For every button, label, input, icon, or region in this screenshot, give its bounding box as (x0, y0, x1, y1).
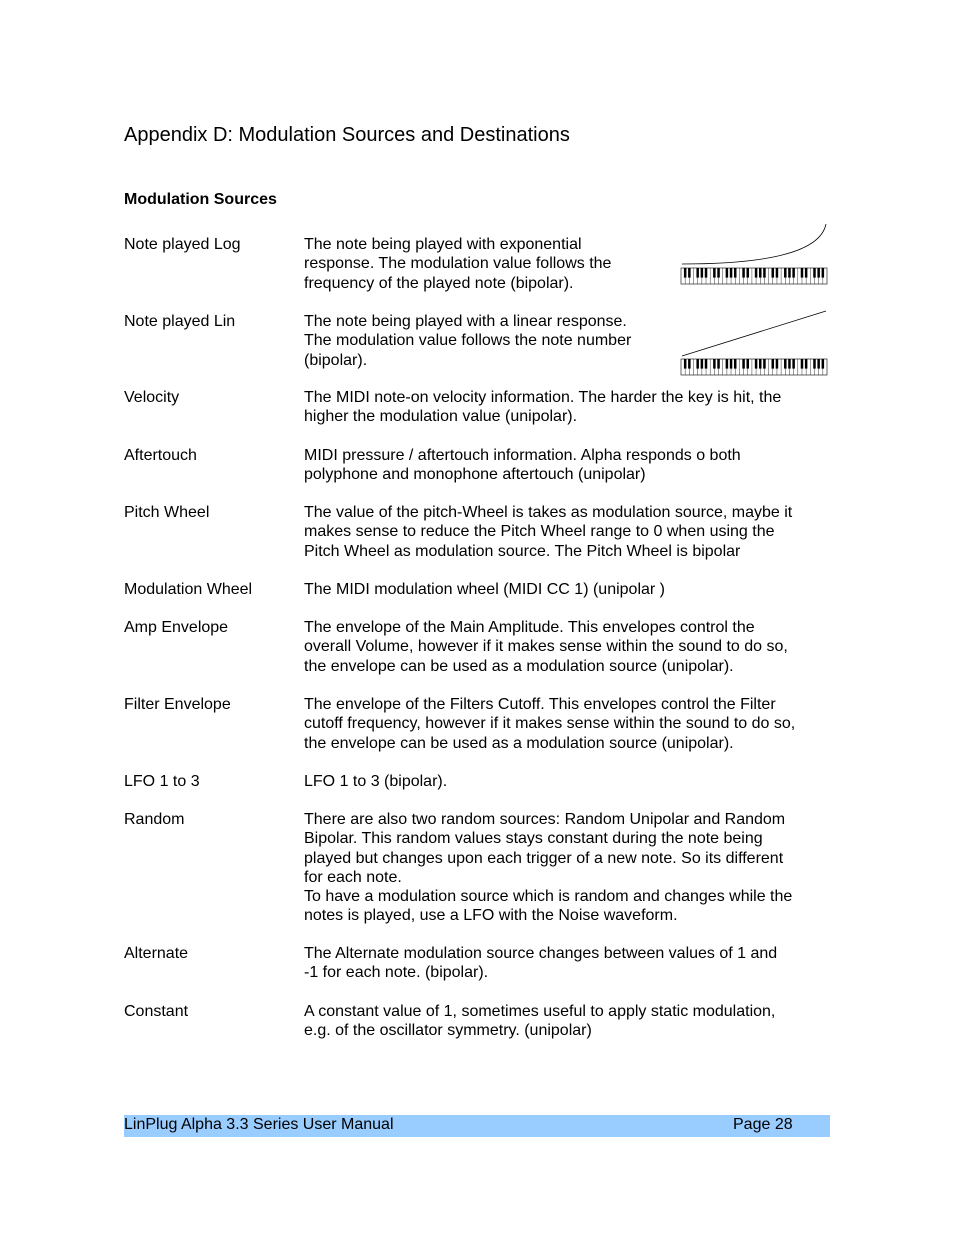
description-line: makes sense to reduce the Pitch Wheel range to 0 when using the (304, 523, 775, 541)
entry-label: Constant (124, 1003, 189, 1020)
black-key (684, 268, 687, 278)
black-key (801, 359, 804, 369)
description-line: The value of the pitch-Wheel is takes as modulation source, maybe it (304, 504, 793, 521)
description-line: To have a modulation source which is random and changes while the (304, 888, 793, 906)
black-key (705, 359, 708, 369)
description-line: polyphone and monophone aftertouch (unipolar) (304, 466, 646, 484)
black-key (730, 359, 733, 369)
black-key (742, 268, 745, 278)
entry-label: Modulation Wheel (124, 581, 253, 598)
black-key (734, 359, 737, 369)
description-line: The MIDI modulation wheel (MIDI CC 1) (unipolar ) (304, 581, 666, 598)
black-key (788, 359, 791, 369)
black-key (813, 359, 816, 369)
description-line: A constant value of 1, sometimes useful to apply static modulation, (304, 1003, 776, 1020)
black-key (755, 359, 758, 369)
black-key (784, 268, 787, 278)
description-line: played but changes upon each trigger of a new note. So its different (304, 849, 784, 867)
entry-description (304, 618, 834, 676)
description-line: the envelope can be used as a modulation source (unipolar). (304, 657, 734, 675)
black-key (701, 268, 704, 278)
linear-ramp (682, 311, 826, 356)
exponential-curve (682, 224, 826, 264)
entry-label: Note played Lin (124, 313, 236, 330)
black-key (726, 359, 729, 369)
entry-description (304, 695, 834, 753)
exponential-curve-keyboard-graphic (680, 222, 828, 286)
linear-ramp-keyboard-graphic (680, 309, 828, 377)
description-line: the envelope can be used as a modulation source (unipolar). (304, 734, 734, 752)
black-key (776, 268, 779, 278)
description-line: The Alternate modulation source changes between values of 1 and (304, 945, 778, 962)
description-line: There are also two random sources: Random Unipolar and Random (304, 811, 786, 828)
entry-description (304, 312, 664, 370)
description-line: LFO 1 to 3 (bipolar). (304, 773, 448, 790)
black-key (759, 268, 762, 278)
entry-description (304, 503, 834, 561)
keyboard-icon (681, 268, 827, 284)
description-line: -1 for each note. (bipolar). (304, 964, 489, 982)
footer-bar (124, 1115, 830, 1137)
black-key (734, 268, 737, 278)
description-line: The envelope of the Filters Cutoff. This envelopes control the Filter (304, 696, 776, 713)
footer-page-number: Page 28 (733, 1116, 793, 1133)
black-key (746, 268, 749, 278)
black-key (805, 359, 808, 369)
black-key (801, 268, 804, 278)
black-key (788, 268, 791, 278)
entry-description (304, 1002, 834, 1041)
description-line: e.g. of the oscillator symmetry. (unipolar) (304, 1022, 592, 1040)
black-key (755, 268, 758, 278)
entry-description (304, 810, 834, 926)
section-title: Modulation Sources (124, 191, 277, 208)
black-key (730, 268, 733, 278)
black-key (792, 268, 795, 278)
description-line: Bipolar. This random values stays constant during the note being (304, 830, 763, 848)
description-line: The note being played with exponential (304, 236, 582, 253)
black-key (805, 268, 808, 278)
black-key (822, 359, 825, 369)
entry-label: Amp Envelope (124, 619, 229, 636)
entry-label: Aftertouch (124, 447, 197, 464)
keyboard-icon (681, 359, 827, 375)
entry-label: Random (124, 811, 185, 828)
black-key (776, 359, 779, 369)
black-key (713, 268, 716, 278)
footer-manual-title: LinPlug Alpha 3.3 Series User Manual (124, 1116, 394, 1133)
black-key (817, 268, 820, 278)
black-key (813, 268, 816, 278)
entry-label: Pitch Wheel (124, 504, 210, 521)
entry-label: Note played Log (124, 236, 241, 253)
description-line: higher the modulation value (unipolar). (304, 408, 578, 426)
description-line: The modulation value follows the note number (304, 332, 632, 350)
description-line: The note being played with a linear response. (304, 313, 627, 330)
black-key (763, 268, 766, 278)
black-key (742, 359, 745, 369)
black-key (696, 359, 699, 369)
black-key (792, 359, 795, 369)
black-key (717, 268, 720, 278)
entry-description (304, 772, 834, 791)
entry-description (304, 235, 664, 293)
black-key (772, 359, 775, 369)
page-title: Appendix D: Modulation Sources and Destinations (124, 124, 570, 146)
black-key (746, 359, 749, 369)
black-key (684, 359, 687, 369)
description-line: frequency of the played note (bipolar). (304, 274, 574, 292)
entry-description (304, 388, 834, 427)
black-key (759, 359, 762, 369)
black-key (701, 359, 704, 369)
black-key (726, 268, 729, 278)
description-line: for each note. (304, 868, 402, 886)
description-line: response. The modulation value follows the (304, 255, 612, 273)
black-key (688, 268, 691, 278)
description-line: Pitch Wheel as modulation source. The Pitch Wheel is bipolar (304, 542, 741, 560)
entry-description (304, 446, 834, 485)
black-key (784, 359, 787, 369)
black-key (817, 359, 820, 369)
black-key (688, 359, 691, 369)
entry-description (304, 944, 834, 983)
black-key (705, 268, 708, 278)
entry-label: Alternate (124, 945, 189, 962)
entry-label: LFO 1 to 3 (124, 773, 200, 790)
description-line: MIDI pressure / aftertouch information. Alpha responds o both (304, 447, 741, 464)
black-key (713, 359, 716, 369)
description-line: The envelope of the Main Amplitude. This envelopes control the (304, 619, 755, 636)
description-line: The MIDI note-on velocity information. The harder the key is hit, the (304, 389, 782, 406)
black-key (763, 359, 766, 369)
black-key (717, 359, 720, 369)
entry-label: Velocity (124, 389, 180, 406)
entry-description (304, 580, 834, 599)
black-key (822, 268, 825, 278)
description-line: (bipolar). (304, 351, 368, 369)
description-line: cutoff frequency, however if it makes sense within the sound to do so, (304, 715, 796, 733)
entry-label: Filter Envelope (124, 696, 231, 713)
black-key (696, 268, 699, 278)
description-line: overall Volume, however if it makes sense within the sound to do so, (304, 638, 788, 656)
black-key (772, 268, 775, 278)
description-line: notes is played, use a LFO with the Noise waveform. (304, 907, 678, 925)
